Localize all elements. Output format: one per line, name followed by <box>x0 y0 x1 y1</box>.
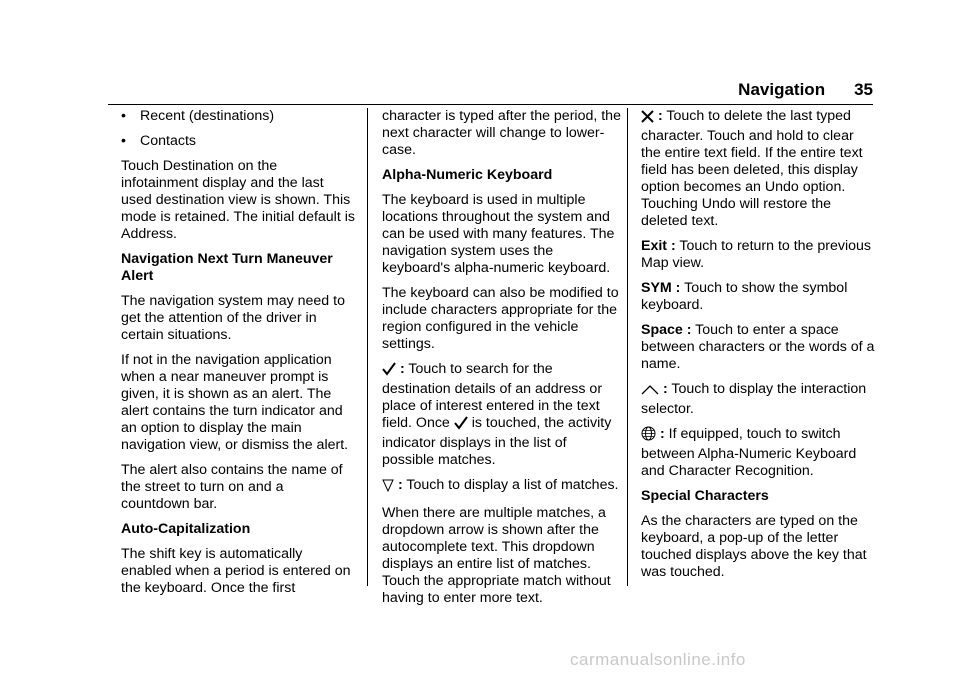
column-2 <box>382 108 622 615</box>
section-heading: Special Characters <box>641 488 769 504</box>
entry-text: Touch to enter a space between characters or the words of a name. <box>641 322 875 372</box>
column-divider <box>627 108 628 586</box>
section-heading: Navigation Next Turn Maneuver Alert <box>121 251 333 284</box>
entry-text: Touch to display a list of matches. <box>406 477 619 493</box>
entry-text: is touched, the activity indicator displays in the list of possible matches. <box>382 415 612 468</box>
column-3 <box>641 108 877 589</box>
paragraph: The keyboard can also be modified to include characters appropriate for the region configured in the vehicle settings. <box>382 285 619 352</box>
list-item-text: Recent (destinations) <box>140 108 275 124</box>
entry-text: Touch to display the interaction selector. <box>641 381 867 417</box>
entry-text: Touch to return to the previous Map view. <box>641 238 872 271</box>
sym-entry <box>641 280 877 314</box>
page-header <box>738 80 873 100</box>
entry-text: Touch to search for the destination details of an address or place of interest entered in the text field. Once <box>382 361 603 431</box>
selector-entry <box>641 381 877 418</box>
exit-entry <box>641 238 877 272</box>
delete-entry <box>641 108 877 230</box>
list-item-text: Contacts <box>140 133 196 149</box>
page-number: 35 <box>854 80 873 99</box>
paragraph: The keyboard is used in multiple locations throughout the system and can be used with many features. The navigation system uses the keyboard's alpha-numeric keyboard. <box>382 192 615 276</box>
list-item <box>121 133 356 150</box>
entry-label: SYM : <box>641 280 681 296</box>
list-item <box>121 108 356 125</box>
header-rule <box>108 104 873 105</box>
section-heading: Auto-Capitalization <box>121 521 251 537</box>
checkmark-icon <box>454 416 468 435</box>
search-entry <box>382 361 622 469</box>
checkmark-icon <box>382 362 396 381</box>
separator: : <box>399 361 405 377</box>
entry-label: Space : <box>641 322 692 338</box>
delete-x-icon <box>641 110 654 128</box>
entry-text: Touch to delete the last typed character. Touch and hold to clear the entire text field. If the entire text field has been deleted, this display option becomes an Undo option. Touching Undo will restore the deleted text. <box>641 108 863 229</box>
paragraph: The navigation system may need to get the attention of the driver in certain situations. <box>121 293 345 343</box>
separator: : <box>662 381 668 397</box>
paragraph: The alert also contains the name of the street to turn on and a countdown bar. <box>121 462 343 512</box>
paragraph: character is typed after the period, the next character will change to lower-case. <box>382 108 621 158</box>
section-title: Navigation <box>738 80 826 99</box>
paragraph: The shift key is automatically enabled when a period is entered on the keyboard. Once the first <box>121 546 351 596</box>
watermark: carmanualsonline.info <box>570 650 746 669</box>
section-heading: Alpha-Numeric Keyboard <box>382 167 553 183</box>
entry-label: Exit : <box>641 238 676 254</box>
separator: : <box>657 108 663 124</box>
bullet-icon: • <box>121 108 126 124</box>
bullet-icon: • <box>121 133 126 149</box>
separator: : <box>659 426 665 442</box>
chevron-up-icon <box>641 384 659 401</box>
globe-entry <box>641 426 877 480</box>
entry-text: Touch to show the symbol keyboard. <box>641 280 848 313</box>
separator: : <box>397 477 403 493</box>
entry-text: If equipped, touch to switch between Alpha-Numeric Keyboard and Character Recognition. <box>641 426 857 479</box>
column-divider <box>367 108 368 586</box>
column-1 <box>121 108 356 605</box>
dropdown-triangle-icon <box>382 479 394 497</box>
dropdown-entry <box>382 477 622 497</box>
paragraph: If not in the navigation application when a near maneuver prompt is given, it is shown as an alert. The alert contains the turn indicator and an option to display the main navigation view, or dismiss the alert. <box>121 352 349 453</box>
paragraph: As the characters are typed on the keyboard, a pop-up of the letter touched displays above the key that was touched. <box>641 513 867 580</box>
paragraph: Touch Destination on the infotainment display and the last used destination view is shown. This mode is retained. The initial default is Address. <box>121 158 355 242</box>
paragraph: When there are multiple matches, a dropdown arrow is shown after the autocomplete text. This dropdown displays an entire list of matches. Touch the appropriate match without having to enter more text. <box>382 505 611 606</box>
globe-icon <box>641 426 656 446</box>
space-entry <box>641 322 877 373</box>
